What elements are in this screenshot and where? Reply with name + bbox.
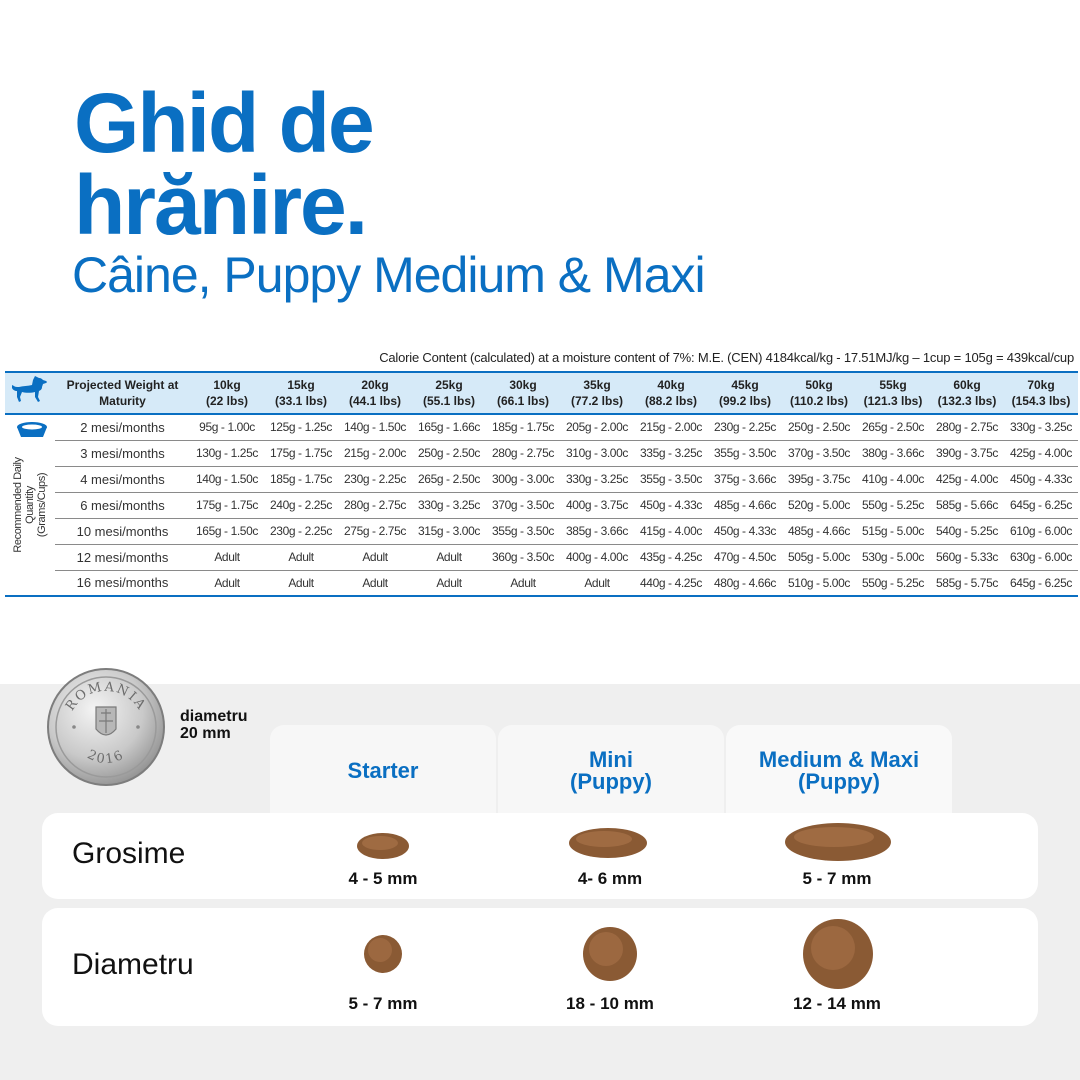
quantity-cell: 515g - 5.00c	[856, 518, 930, 544]
header-weight-lbs: (88.2 lbs)	[644, 394, 698, 408]
medium-maxi-diameter-value: 12 - 14 mm	[793, 994, 881, 1013]
table-header-row	[5, 372, 1078, 414]
quantity-cell: 275g - 2.75c	[338, 518, 412, 544]
quantity-cell: 280g - 2.75c	[930, 414, 1004, 440]
side-label-line-2: Quantity	[24, 486, 36, 524]
quantity-cell: 165g - 1.50c	[190, 518, 264, 544]
diameter-label: Diametru	[72, 948, 194, 981]
diameter-row-card	[42, 908, 1038, 1026]
header-weight-kg: 55kg	[879, 378, 907, 392]
quantity-cell: Adult	[190, 544, 264, 570]
header-weight-15kg	[264, 372, 338, 414]
bowl-icon	[15, 421, 49, 439]
header-weight-kg: 40kg	[657, 378, 685, 392]
quantity-cell: Adult	[338, 570, 412, 596]
quantity-cell: 385g - 3.66c	[560, 518, 634, 544]
row-age-label: 4 mesi/months	[55, 466, 190, 492]
header-weight-lbs: (110.2 lbs)	[789, 394, 849, 408]
quantity-cell: 485g - 4.66c	[708, 492, 782, 518]
quantity-cell: 315g - 3.00c	[412, 518, 486, 544]
row-age-label: 3 mesi/months	[55, 440, 190, 466]
quantity-cell: 355g - 3.50c	[634, 466, 708, 492]
side-label-line-3: (Grams/Cups)	[36, 472, 48, 538]
dog-icon-cell	[5, 372, 55, 414]
header-weight-lbs: (132.3 lbs)	[937, 394, 997, 408]
header-weight-70kg	[1004, 372, 1078, 414]
column-head-medium-maxi	[726, 725, 952, 817]
quantity-cell: 585g - 5.75c	[930, 570, 1004, 596]
row-age-label: 12 mesi/months	[55, 544, 190, 570]
quantity-cell: 530g - 5.00c	[856, 544, 930, 570]
quantity-cell: Adult	[412, 570, 486, 596]
starter-diameter-value: 5 - 7 mm	[348, 994, 418, 1013]
quantity-cell: Adult	[412, 544, 486, 570]
title-line-2: hrănire.	[74, 158, 367, 252]
row-age-label: 16 mesi/months	[55, 570, 190, 596]
header-weight-kg: 70kg	[1027, 378, 1055, 392]
quantity-cell: 380g - 3.66c	[856, 440, 930, 466]
quantity-cell: 425g - 4.00c	[930, 466, 1004, 492]
medium-maxi-thickness-value: 5 - 7 mm	[802, 869, 872, 888]
table-row	[5, 466, 1078, 492]
quantity-cell: 505g - 5.00c	[782, 544, 856, 570]
header-weight-kg: 45kg	[731, 378, 759, 392]
table-row	[5, 570, 1078, 596]
header-weight-lbs: (99.2 lbs)	[718, 394, 772, 408]
medium-maxi-kibble-side-icon	[784, 821, 892, 863]
feeding-table	[5, 371, 1078, 597]
quantity-cell: 400g - 4.00c	[560, 544, 634, 570]
coin-label-line-2: 20 mm	[180, 725, 231, 742]
side-label-line-1: Recommended Daily	[12, 457, 24, 553]
quantity-cell: Adult	[264, 544, 338, 570]
quantity-cell: 450g - 4.33c	[634, 492, 708, 518]
header-weight-35kg	[560, 372, 634, 414]
quantity-cell: 265g - 2.50c	[856, 414, 930, 440]
header-weight-kg: 50kg	[805, 378, 833, 392]
column-head-starter	[270, 725, 496, 817]
table-row	[5, 440, 1078, 466]
header-weight-lbs: (121.3 lbs)	[863, 394, 923, 408]
quantity-cell: 300g - 3.00c	[486, 466, 560, 492]
coin-label-line-1: diametru	[180, 708, 248, 725]
mini-thickness-value: 4- 6 mm	[577, 869, 643, 888]
coin-year: 2016	[84, 747, 128, 768]
table-row	[5, 518, 1078, 544]
medium-maxi-kibble-top-icon	[802, 918, 874, 990]
header-weight-lbs: (22 lbs)	[205, 394, 248, 408]
table-row	[5, 414, 1078, 440]
quantity-cell: 125g - 1.25c	[264, 414, 338, 440]
column-head-medium-maxi-line-1: Medium & Maxi	[758, 747, 920, 772]
starter-kibble-top-icon	[363, 934, 403, 974]
feeding-table-wrap	[5, 371, 1076, 597]
quantity-cell: 240g - 2.25c	[264, 492, 338, 518]
quantity-cell: 185g - 1.75c	[264, 466, 338, 492]
quantity-cell: 540g - 5.25c	[930, 518, 1004, 544]
coin-diameter-label	[180, 708, 248, 742]
quantity-cell: 360g - 3.50c	[486, 544, 560, 570]
thickness-row-card	[42, 813, 1038, 899]
thickness-label: Grosime	[72, 837, 186, 870]
quantity-cell: Adult	[338, 544, 412, 570]
quantity-cell: 410g - 4.00c	[856, 466, 930, 492]
header-weight-kg: 60kg	[953, 378, 981, 392]
quantity-cell: 140g - 1.50c	[338, 414, 412, 440]
starter-thickness-value: 4 - 5 mm	[348, 869, 418, 888]
quantity-cell: 330g - 3.25c	[412, 492, 486, 518]
quantity-cell: 450g - 4.33c	[708, 518, 782, 544]
quantity-cell: 130g - 1.25c	[190, 440, 264, 466]
column-head-mini-line-1: Mini	[588, 747, 633, 772]
quantity-cell: Adult	[560, 570, 634, 596]
quantity-cell: 140g - 1.50c	[190, 466, 264, 492]
quantity-cell: 355g - 3.50c	[708, 440, 782, 466]
header-weight-25kg	[412, 372, 486, 414]
starter-kibble-side-icon	[356, 831, 410, 861]
quantity-cell: 560g - 5.33c	[930, 544, 1004, 570]
quantity-cell: 485g - 4.66c	[782, 518, 856, 544]
coin-top-text: ROMANIA	[62, 679, 150, 714]
quantity-cell: 370g - 3.50c	[486, 492, 560, 518]
quantity-cell: 205g - 2.00c	[560, 414, 634, 440]
header-weight-60kg	[930, 372, 1004, 414]
quantity-cell: 330g - 3.25c	[560, 466, 634, 492]
quantity-cell: 630g - 6.00c	[1004, 544, 1078, 570]
mini-kibble-side-icon	[568, 826, 648, 860]
column-head-mini-line-2: (Puppy)	[570, 769, 652, 794]
table-body	[5, 414, 1078, 596]
table-row	[5, 492, 1078, 518]
quantity-cell: 470g - 4.50c	[708, 544, 782, 570]
column-head-medium-maxi-line-2: (Puppy)	[798, 769, 880, 794]
quantity-cell: 280g - 2.75c	[338, 492, 412, 518]
quantity-cell: 175g - 1.75c	[264, 440, 338, 466]
mini-diameter-value: 18 - 10 mm	[566, 994, 654, 1013]
quantity-cell: Adult	[486, 570, 560, 596]
quantity-cell: 250g - 2.50c	[782, 414, 856, 440]
quantity-cell: 480g - 4.66c	[708, 570, 782, 596]
quantity-cell: 370g - 3.50c	[782, 440, 856, 466]
header-weight-50kg	[782, 372, 856, 414]
header-weight-40kg	[634, 372, 708, 414]
quantity-cell: 230g - 2.25c	[264, 518, 338, 544]
table-row	[5, 544, 1078, 570]
row-age-label: 10 mesi/months	[55, 518, 190, 544]
quantity-cell: 510g - 5.00c	[782, 570, 856, 596]
side-label-cell	[5, 414, 55, 596]
row-age-label: 6 mesi/months	[55, 492, 190, 518]
quantity-cell: Adult	[264, 570, 338, 596]
dog-icon	[12, 376, 48, 406]
header-weight-30kg	[486, 372, 560, 414]
quantity-cell: 435g - 4.25c	[634, 544, 708, 570]
header-weight-lbs: (44.1 lbs)	[348, 394, 402, 408]
quantity-cell: 310g - 3.00c	[560, 440, 634, 466]
header-weight-kg: 20kg	[361, 378, 389, 392]
quantity-cell: 550g - 5.25c	[856, 570, 930, 596]
quantity-cell: 375g - 3.66c	[708, 466, 782, 492]
quantity-cell: 230g - 2.25c	[338, 466, 412, 492]
quantity-cell: 250g - 2.50c	[412, 440, 486, 466]
header-weight-lbs: (55.1 lbs)	[422, 394, 476, 408]
page-title	[74, 76, 373, 252]
quantity-cell: 440g - 4.25c	[634, 570, 708, 596]
quantity-cell: 355g - 3.50c	[486, 518, 560, 544]
column-head-starter-label: Starter	[347, 758, 419, 783]
quantity-cell: 425g - 4.00c	[1004, 440, 1078, 466]
header-projected-weight: Projected Weight at Maturity	[55, 372, 190, 414]
header-weight-55kg	[856, 372, 930, 414]
quantity-cell: 585g - 5.66c	[930, 492, 1004, 518]
quantity-cell: 95g - 1.00c	[190, 414, 264, 440]
quantity-cell: 215g - 2.00c	[634, 414, 708, 440]
quantity-cell: 610g - 6.00c	[1004, 518, 1078, 544]
mini-kibble-top-icon	[582, 926, 638, 982]
quantity-cell: 280g - 2.75c	[486, 440, 560, 466]
header-weight-kg: 10kg	[213, 378, 241, 392]
quantity-cell: 175g - 1.75c	[190, 492, 264, 518]
quantity-cell: 390g - 3.75c	[930, 440, 1004, 466]
header-weight-10kg	[190, 372, 264, 414]
quantity-cell: 330g - 3.25c	[1004, 414, 1078, 440]
coin-icon	[46, 667, 166, 787]
quantity-cell: 215g - 2.00c	[338, 440, 412, 466]
header-weight-45kg	[708, 372, 782, 414]
quantity-cell: 165g - 1.66c	[412, 414, 486, 440]
quantity-cell: 645g - 6.25c	[1004, 570, 1078, 596]
quantity-cell: 395g - 3.75c	[782, 466, 856, 492]
calorie-note: Calorie Content (calculated) at a moisture content of 7%: M.E. (CEN) 4184kcal/kg - 17.51MJ/kg – 1cup = 105g = 439kcal/cup	[379, 350, 1074, 365]
header-weight-20kg	[338, 372, 412, 414]
header-weight-lbs: (77.2 lbs)	[570, 394, 624, 408]
quantity-cell: 185g - 1.75c	[486, 414, 560, 440]
header-weight-lbs: (154.3 lbs)	[1011, 394, 1071, 408]
quantity-cell: 415g - 4.00c	[634, 518, 708, 544]
quantity-cell: 230g - 2.25c	[708, 414, 782, 440]
column-head-mini	[498, 725, 724, 817]
quantity-cell: 265g - 2.50c	[412, 466, 486, 492]
header-weight-kg: 25kg	[435, 378, 463, 392]
quantity-cell: 335g - 3.25c	[634, 440, 708, 466]
quantity-cell: Adult	[190, 570, 264, 596]
quantity-cell: 550g - 5.25c	[856, 492, 930, 518]
title-line-1: Ghid de	[74, 76, 373, 170]
header-weight-kg: 15kg	[287, 378, 315, 392]
header-weight-kg: 35kg	[583, 378, 611, 392]
quantity-cell: 520g - 5.00c	[782, 492, 856, 518]
side-label	[12, 457, 48, 552]
quantity-cell: 400g - 3.75c	[560, 492, 634, 518]
quantity-cell: 645g - 6.25c	[1004, 492, 1078, 518]
quantity-cell: 450g - 4.33c	[1004, 466, 1078, 492]
header-weight-kg: 30kg	[509, 378, 537, 392]
header-weight-lbs: (33.1 lbs)	[274, 394, 328, 408]
page-subtitle: Câine, Puppy Medium & Maxi	[72, 247, 705, 303]
header-weight-lbs: (66.1 lbs)	[496, 394, 550, 408]
row-age-label: 2 mesi/months	[55, 414, 190, 440]
